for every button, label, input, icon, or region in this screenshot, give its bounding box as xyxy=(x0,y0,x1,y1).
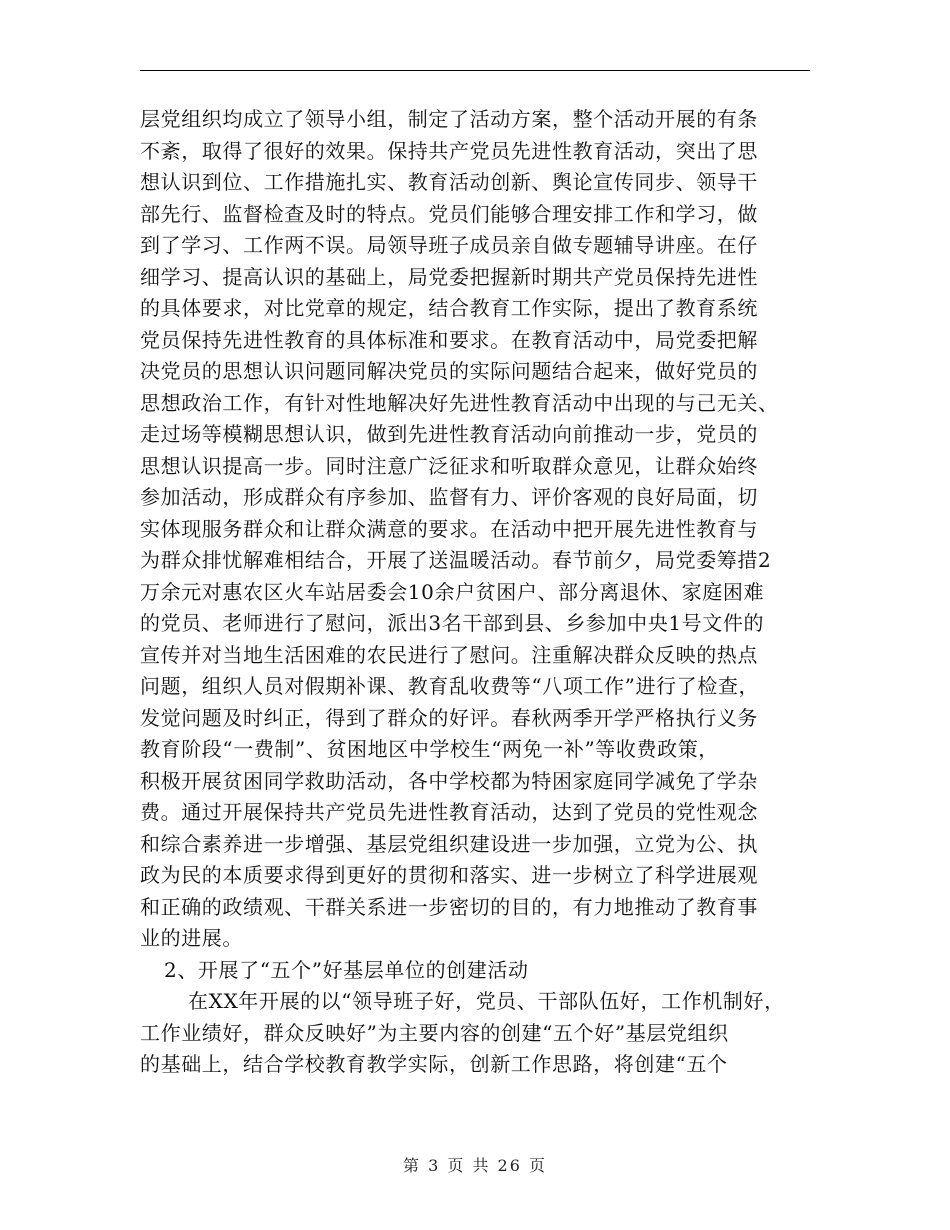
body-paragraph xyxy=(140,104,820,955)
text-line: 思想认识提高一步。同时注意广泛征求和听取群众意见，让群众始终 xyxy=(140,453,758,478)
text-line: 想认识到位、工作措施扎实、教育活动创新、舆论宣传同步、领导干 xyxy=(140,170,758,194)
header-rule xyxy=(140,70,810,71)
text-line: 政为民的本质要求得到更好的贯彻和落实、进一步树立了科学进展观 xyxy=(140,863,758,887)
text-line: 的党员、老师进行了慰问，派出3名干部到县、乡参加中央1号文件的 xyxy=(140,611,765,635)
section-paragraph xyxy=(140,986,820,1081)
text-line: 的基础上，结合学校教育教学实际，创新工作思路，将创建“五个 xyxy=(140,1052,728,1076)
text-line: 在XX年开展的以“领导班子好，党员、干部队伍好，工作机制好， xyxy=(188,989,785,1013)
section-heading: 2、开展了“五个”好基层单位的创建活动 xyxy=(164,957,529,982)
text-line: 党员保持先进性教育的具体标准和要求。在教育活动中，局党委把解 xyxy=(140,327,758,352)
text-line: 万余元对惠农区火车站居委会10余户贫困户、部分离退休、家庭困难 xyxy=(140,579,765,604)
text-line: 思想政治工作，有针对性地解决好先进性教育活动中出现的与己无关、 xyxy=(140,390,779,415)
text-line: 不紊，取得了很好的效果。保持共产党员先进性教育活动，突出了思 xyxy=(140,138,758,163)
text-line: 业的进展。 xyxy=(140,926,243,950)
text-line: 发觉问题及时纠正，得到了群众的好评。春秋两季开学严格执行义务 xyxy=(140,705,758,730)
text-line: 参加活动，形成群众有序参加、监督有力、评价客观的良好局面，切 xyxy=(140,485,758,509)
text-line: 层党组织均成立了领导小组，制定了活动方案，整个活动开展的有条 xyxy=(140,107,758,131)
text-line: 和综合素养进一步增强、基层党组织建设进一步加强，立党为公、执 xyxy=(140,831,758,856)
text-line: 为群众排忧解难相结合，开展了送温暖活动。春节前夕，局党委筹措2 xyxy=(140,548,772,572)
text-line: 到了学习、工作两不误。局领导班子成员亲自做专题辅导讲座。在仔 xyxy=(140,233,758,257)
text-line: 和正确的政绩观、干群关系进一步密切的目的，有力地推动了教育事 xyxy=(140,894,758,919)
document-body xyxy=(140,104,820,1081)
text-line: 的具体要求，对比党章的规定，结合教育工作实际，提出了教育系统 xyxy=(140,296,758,320)
text-line: 部先行、监督检查及时的特点。党员们能够合理安排工作和学习，做 xyxy=(140,201,758,226)
text-line: 宣传并对当地生活困难的农民进行了慰问。注重解决群众反映的热点 xyxy=(140,642,758,667)
text-line: 问题，组织人员对假期补课、教育乱收费等“八项工作”进行了检查， xyxy=(140,674,760,698)
text-line: 实体现服务群众和让群众满意的要求。在活动中把开展先进性教育与 xyxy=(140,516,758,541)
text-line: 走过场等模糊思想认识，做到先进性教育活动向前推动一步，党员的 xyxy=(140,422,758,446)
text-line: 工作业绩好，群众反映好”为主要内容的创建“五个好”基层党组织 xyxy=(140,1020,729,1045)
text-line: 决党员的思想认识问题同解决党员的实际问题结合起来，做好党员的 xyxy=(140,359,758,383)
text-line: 费。通过开展保持共产党员先进性教育活动，达到了党员的党性观念 xyxy=(140,800,758,824)
page-number: 第 3 页 共 26 页 xyxy=(403,1156,547,1175)
text-line: 教育阶段“一费制”、贫困地区中学校生“两免一补”等收费政策， xyxy=(140,737,719,761)
text-line: 积极开展贫困同学救助活动，各中学校都为特困家庭同学减免了学杂 xyxy=(140,768,758,793)
text-line: 细学习、提高认识的基础上，局党委把握新时期共产党员保持先进性 xyxy=(140,264,758,289)
